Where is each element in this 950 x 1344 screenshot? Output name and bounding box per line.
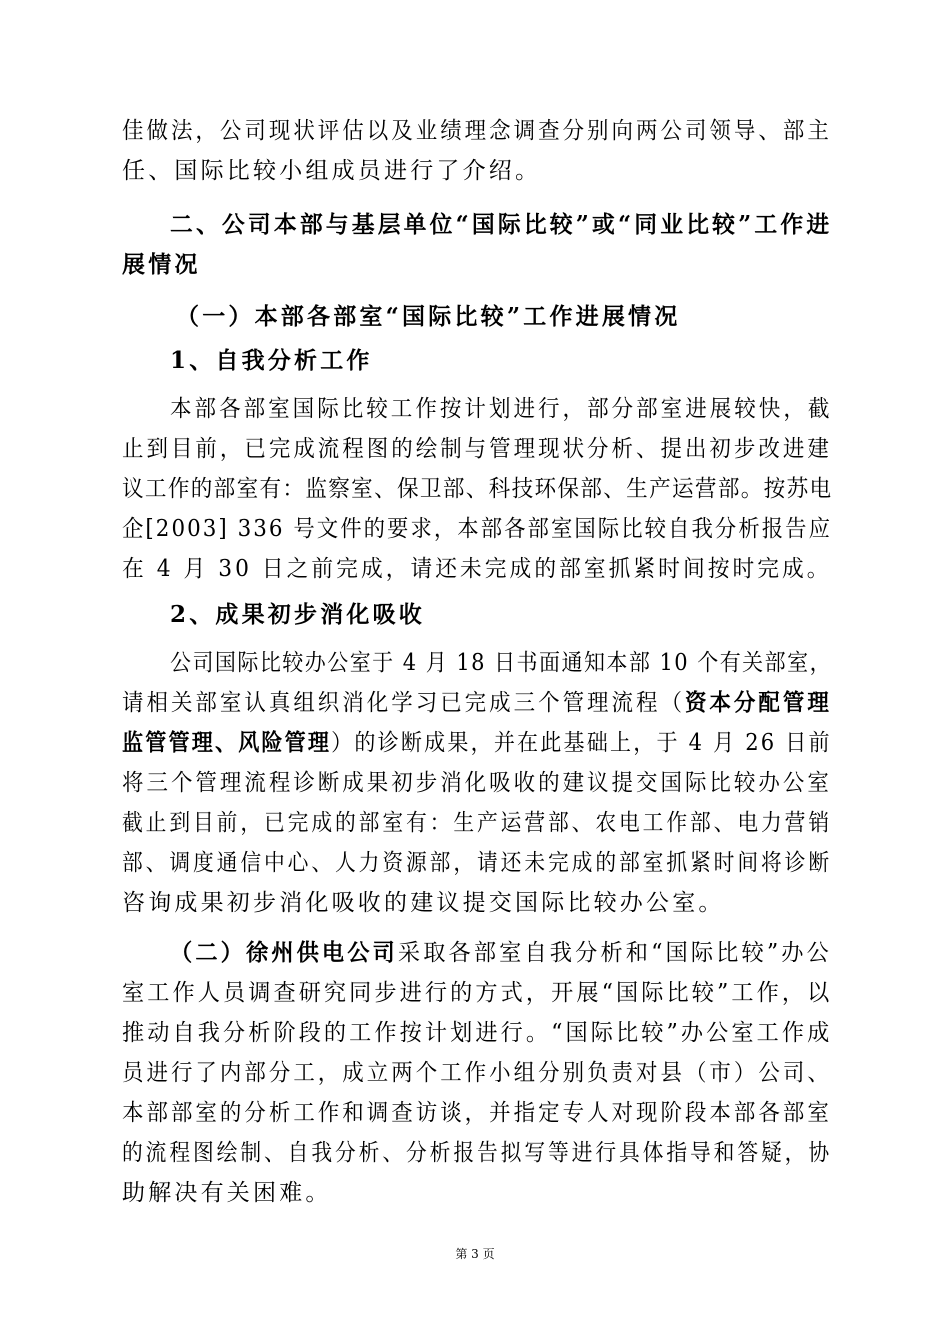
body-line: 推动自我分析阶段的工作按计划进行。“国际比较”办公室工作成 xyxy=(122,1020,833,1046)
section-heading-2: 二、公司本部与基层单位“国际比较”或“同业比较”工作进 xyxy=(170,211,833,238)
body-line: 部、调度通信中心、人力资源部，请还未完成的部室抓紧时间将诊断 xyxy=(122,850,832,876)
body-line: 任、国际比较小组成员进行了介绍。 xyxy=(122,158,542,184)
body-line xyxy=(170,938,832,968)
body-line: 将三个管理流程诊断成果初步消化吸收的建议提交国际比较办公室 xyxy=(122,770,832,796)
body-line: 佳做法，公司现状评估以及业绩理念调查分别向两公司领导、部主 xyxy=(122,118,832,144)
body-text: ）的诊断成果，并在此基础上，于 4 月 26 日前 xyxy=(331,730,832,756)
subsection-heading-2: （二）徐州供电公司 xyxy=(170,939,398,966)
body-line xyxy=(122,728,832,758)
highlight-process-names: 监管管理、风险管理 xyxy=(122,729,332,756)
body-line xyxy=(122,688,832,718)
highlight-process-name: 资本分配管理 xyxy=(684,689,832,716)
page-number: 第 3 页 xyxy=(455,1247,495,1261)
body-line: 咨询成果初步消化吸收的建议提交国际比较办公室。 xyxy=(122,890,725,916)
body-line: 的流程图绘制、自我分析、分析报告拟写等进行具体指导和答疑，协 xyxy=(122,1140,832,1166)
body-line: 助解决有关困难。 xyxy=(122,1180,332,1206)
item-heading-2: 2、成果初步消化吸收 xyxy=(170,601,426,628)
body-text: 请相关部室认真组织消化学习已完成三个管理流程（ xyxy=(122,690,685,716)
body-line: 本部各部室国际比较工作按计划进行，部分部室进展较快，截 xyxy=(170,396,833,422)
body-line: 员进行了内部分工，成立两个工作小组分别负责对县（市）公司、 xyxy=(122,1060,832,1086)
section-heading-2-cont: 展情况 xyxy=(122,251,201,278)
body-line: 议工作的部室有：监察室、保卫部、科技环保部、生产运营部。按苏电 xyxy=(122,476,833,502)
body-line: 本部部室的分析工作和调查访谈，并指定专人对现阶段本部各部室 xyxy=(122,1100,832,1126)
subsection-heading-1: （一）本部各部室“国际比较”工作进展情况 xyxy=(176,303,681,330)
body-line: 公司国际比较办公室于 4 月 18 日书面通知本部 10 个有关部室， xyxy=(170,650,833,676)
body-line: 止到目前，已完成流程图的绘制与管理现状分析、提出初步改进建 xyxy=(122,436,832,462)
body-line: 室工作人员调查研究同步进行的方式，开展“国际比较”工作，以 xyxy=(122,980,833,1006)
body-line: 在 4 月 30 日之前完成，请还未完成的部室抓紧时间按时完成。 xyxy=(122,556,832,582)
body-line: 企[2003] 336 号文件的要求，本部各部室国际比较自我分析报告应 xyxy=(122,516,832,542)
item-heading-1: 1、自我分析工作 xyxy=(170,347,373,374)
body-text: 采取各部室自我分析和“国际比较”办公 xyxy=(397,940,832,966)
body-line: 截止到目前，已完成的部室有：生产运营部、农电工作部、电力营销 xyxy=(122,810,832,836)
